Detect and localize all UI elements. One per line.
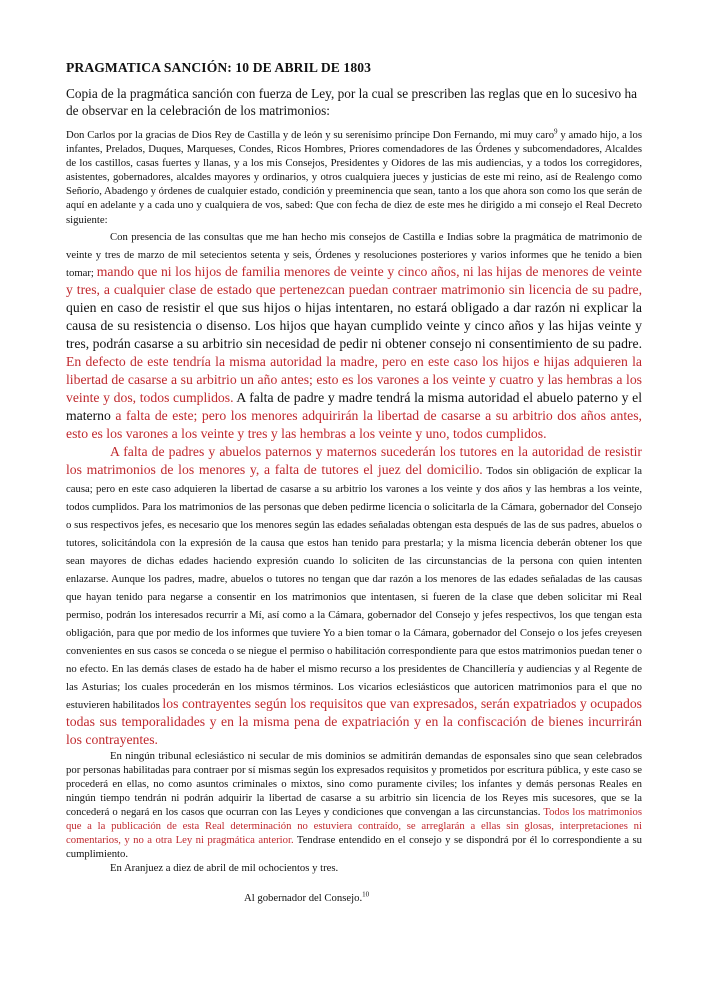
paragraph-decree xyxy=(66,227,642,443)
text-span: Tendrase entendido en el consejo y se dispondrá por él lo correspondiente a su cumplimiento. xyxy=(66,834,642,861)
text-span: quien en caso de resistir el que sus hijos o hijas intentaren, no estará obligado a dar razón ni explicar la causa de su resistencia o disenso. Los hijos que hayan cumplido veinte y cinco años y las hijas veinte y tres, podrán casarse a su arbitrio sin necesidad de pedir ni obtener consejo ni consentimiento de su padre. xyxy=(66,299,642,351)
footnote-marker: 9 xyxy=(554,127,558,136)
highlighted-text: En defecto de este tendría la misma autoridad la madre, pero en este caso los hijos e hijas adquieren la libertad de casarse a su arbitrio un año antes; esto es los varones a los veinte y cuatro y las hembras a los veinte y dos, todos cumplidos. xyxy=(66,353,642,405)
text-span: A falta de padre y madre tendrá la misma autoridad el abuelo paterno y el materno xyxy=(66,389,642,423)
text-span: Don Carlos por la gracias de Dios Rey de Castilla y de león y su serenísimo príncipe Don Fernando, mi muy caro xyxy=(66,129,555,141)
text-span: Con presencia de las consultas que me han hecho mis consejos de Castilla e Indias sobre la pragmática de matrimonio de veinte y tres de marzo de mil setecientos setenta y seis, Órdenes y resoluciones posteriores y varios informes que he tenido a bien tomar; xyxy=(66,230,642,279)
paragraph-date-place: En Aranjuez a diez de abril de mil ochocientos y tres. xyxy=(110,862,339,875)
document-title: PRAGMATICA SANCIÓN: 10 DE ABRIL DE 1803 xyxy=(66,60,372,75)
text-span: En ningún tribunal eclesiástico ni secular de mis dominios se admitirán demandas de esponsales sino que sean celebrados por personas habilitadas para contraer por sí mismas según los expresados requisitos y prometidos por escritura pública, y este caso se procederá en ellas, no como asuntos criminales o mixtos, sino como puramente civiles; los infantes y demás personas Reales en ningún tiempo tendrán ni podrán adquirir la libertad de casarse a su arbitrio sin licencia de los Reyes mis sucesores, que se la concederá o negará en los casos que ocurran con las Leyes y condiciones que convengan a las circunstancias. xyxy=(66,749,642,819)
document-intro: Copia de la pragmática sanción con fuerza de Ley, por la cual se prescriben las reglas que en lo sucesivo ha de observar en la celebración de los matrimonios: xyxy=(66,86,638,118)
document-page xyxy=(66,60,642,904)
text-span: y amado hijo, a los infantes, Prelados, Duques, Marqueses, Condes, Ricos Hombres, Priores comendadores de las Órdenes y subcomendadores, Alcaldes de los castillos, casas fuertes y llanas, y a los mis Consejos, Presidentes y Oidores de las mis audiencias, y a todos los corregidores, asistentes, gobernadores, alcaldes mayores y ordinarios, y otros cualquiera jueces y justicias de este mi reino, así de Realengo como Señorío, Abadengo y órdenes de cualquier estado, condición y preeminencia que sean, tanto a los que ahora son como los que serán de aquí en adelante y a cada uno y cualquiera de vos, sabed: Que con fecha de diez de este mes he dirigido a mi consejo el Real Decreto siguiente: xyxy=(66,129,642,226)
paragraph-address xyxy=(66,128,642,227)
signature-text: Al gobernador del Consejo. xyxy=(244,891,363,904)
highlighted-text: Todos los matrimonios que a la publicación de esta Real determinación no estuviera contraído, se arreglarán a ellas sin glosas, interpretaciones ni comentarios, y no a otra Ley ni pragmática anterior. xyxy=(66,806,642,847)
highlighted-text: mando que ni los hijos de familia menores de veinte y cinco años, ni las hijas de menores de veinte y tres, a cualquier clase de estado que pertenezcan puedan contraer matrimonio sin licencia de su padre, xyxy=(66,263,642,297)
footnote-marker: 10 xyxy=(362,889,370,898)
highlighted-text: a falta de este; pero los menores adquirirán la libertad de casarse a su arbitrio dos años antes, esto es los varones a los veinte y tres y las hembras a los veinte y uno, todos cumplidos. xyxy=(66,407,642,441)
paragraph-tribunals xyxy=(66,749,642,862)
text-span: Todos sin obligación de explicar la causa; pero en este caso adquieren la libertad de casarse a su arbitrio los varones a los veinte y dos años y las hembras a los veinte, todos cumplidos. Para los matrimonios de las personas que deben pedirme licencia o solicitarla de la Cámara, gobernador del Consejo o sus respectivos jefes, es necesario que los menores según las edades señaladas obtengan esta después de las de sus padres, abuelos o tutores, solicitándola con la expresión de la causa que estos han tenido para prestarla; y la misma licencia deberán obtener los que sean mayores de dichas edades haciendo expresión cuando lo soliciten de las circunstancias de la persona con quien intenten enlazarse. Aunque los padres, madre, abuelos o tutores no tengan que dar razón a los menores de las edades señaladas de las causas que hayan tenido para negarse a consentir en los matrimonios que intentasen, si fueren de la clase que deben solicitar mi Real permiso, podrán los interesados recurrir a Mí, así como a la Cámara, gobernador del Consejo y jefes respectivos, los que tengan esta obligación, para que por medio de los informes que tuviere Yo a bien tomar o la Cámara, gobernador del Consejo o los jefes creyesen convenientes en sus casos se conceda o se niegue el permiso o habilitación correspondiente para que estos matrimonios puedan tener o no efecto. En las demás clases de estado ha de haber el mismo recurso a los presidentes de Chancillería y audiencias y al Regente de las Asturias; los cuales procederán en los mismos términos. Los vicarios eclesiásticos que autoricen matrimonios para el que no estuvieren habilitados xyxy=(66,464,642,711)
highlighted-text: A falta de padres y abuelos paternos y maternos sucederán los tutores en la autoridad de resistir los matrimonios de los menores y, a falta de tutores el juez del domicilio. xyxy=(66,443,642,477)
highlighted-text: los contrayentes según los requisitos que van expresados, serán expatriados y ocupados todas sus temporalidades y en la misma pena de expatriación y en la confiscación de bienes incurrirán los contrayentes. xyxy=(66,695,642,747)
paragraph-tutors xyxy=(66,443,642,749)
signature-line xyxy=(66,889,642,904)
